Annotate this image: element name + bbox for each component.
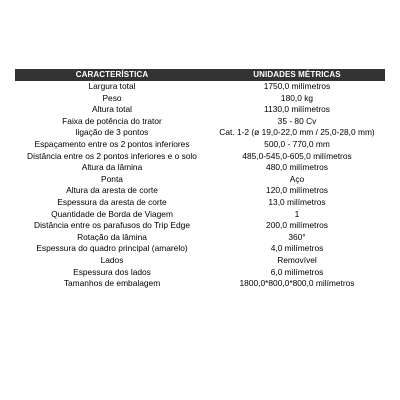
characteristic-cell: Espaçamento entre os 2 pontos inferiores — [34, 138, 190, 149]
table-row — [15, 104, 385, 116]
metric-value-cell: 485,0-545,0-605,0 milímetros — [242, 150, 352, 161]
metric-value-cell: 500,0 - 770,0 mm — [264, 138, 330, 149]
spec-table — [15, 69, 385, 290]
characteristic-cell: ligação de 3 pontos — [75, 127, 149, 138]
table-row — [15, 151, 385, 163]
characteristic-cell: Quantidade de Borda de Viagem — [51, 208, 173, 219]
table-row — [15, 278, 385, 290]
table-row — [15, 232, 385, 244]
table-row — [15, 209, 385, 221]
table-row — [15, 139, 385, 151]
characteristic-cell: Rotação da lâmina — [77, 231, 147, 242]
table-row — [15, 255, 385, 267]
characteristic-cell: Espessura do quadro principal (amarelo) — [36, 243, 188, 254]
header-characteristic: CARACTERÍSTICA — [15, 69, 209, 81]
characteristic-cell: Altura da lâmina — [81, 162, 143, 173]
metric-value-cell: 1750,0 milímetros — [263, 81, 331, 91]
characteristic-cell: Espessura da aresta de corte — [57, 196, 167, 207]
metric-value-cell: 120,0 milímetros — [266, 185, 328, 196]
metric-value-cell: 360° — [288, 231, 306, 242]
header-row — [15, 69, 385, 81]
characteristic-cell: Altura total — [91, 104, 133, 115]
characteristic-cell: Altura da aresta de corte — [66, 185, 158, 196]
metric-value-cell: 35 - 80 Cv — [277, 115, 317, 126]
characteristic-cell: Largura total — [88, 81, 136, 91]
characteristic-cell: Lados — [100, 254, 124, 265]
metric-value-cell: 200,0 milímetros — [266, 220, 328, 231]
metric-value-cell: 1800,0*800,0*800,0 milímetros — [239, 278, 355, 289]
metric-value-cell: 180,0 kg — [280, 92, 314, 103]
metric-value-cell: 4,0 milímetros — [270, 243, 324, 254]
characteristic-cell: Peso — [102, 92, 122, 103]
metric-value-cell: Removível — [277, 254, 317, 265]
table-row — [15, 81, 385, 93]
table-row — [15, 197, 385, 209]
characteristic-cell: Faixa de potência do trator — [62, 115, 162, 126]
table-row — [15, 93, 385, 105]
characteristic-cell: Ponta — [101, 173, 123, 184]
table-row — [15, 243, 385, 255]
characteristic-cell: Distância entre os parafusos do Trip Edge — [34, 220, 190, 231]
table-row — [15, 220, 385, 232]
metric-value-cell: Cat. 1-2 (ø 19,0-22,0 mm / 25,0-28,0 mm) — [219, 127, 375, 138]
table-row — [15, 185, 385, 197]
characteristic-cell: Tamanhos de embalagem — [63, 278, 161, 289]
header-metric-units: UNIDADES MÉTRICAS — [209, 69, 385, 81]
metric-value-cell: Aço — [289, 173, 305, 184]
metric-value-cell: 1 — [294, 208, 300, 219]
metric-value-cell: 13,0 milímetros — [268, 196, 326, 207]
table-row — [15, 174, 385, 186]
characteristic-cell: Espessura dos lados — [73, 266, 151, 277]
metric-value-cell: 6,0 milímetros — [270, 266, 324, 277]
table-row — [15, 127, 385, 139]
characteristic-cell: Distância entre os 2 pontos inferiores e o solo — [27, 150, 197, 161]
metric-value-cell: 480,0 milímetros — [266, 162, 328, 173]
table-row — [15, 116, 385, 128]
table-row — [15, 267, 385, 279]
metric-value-cell: 1130,0 milímetros — [264, 104, 330, 115]
table-row — [15, 162, 385, 174]
